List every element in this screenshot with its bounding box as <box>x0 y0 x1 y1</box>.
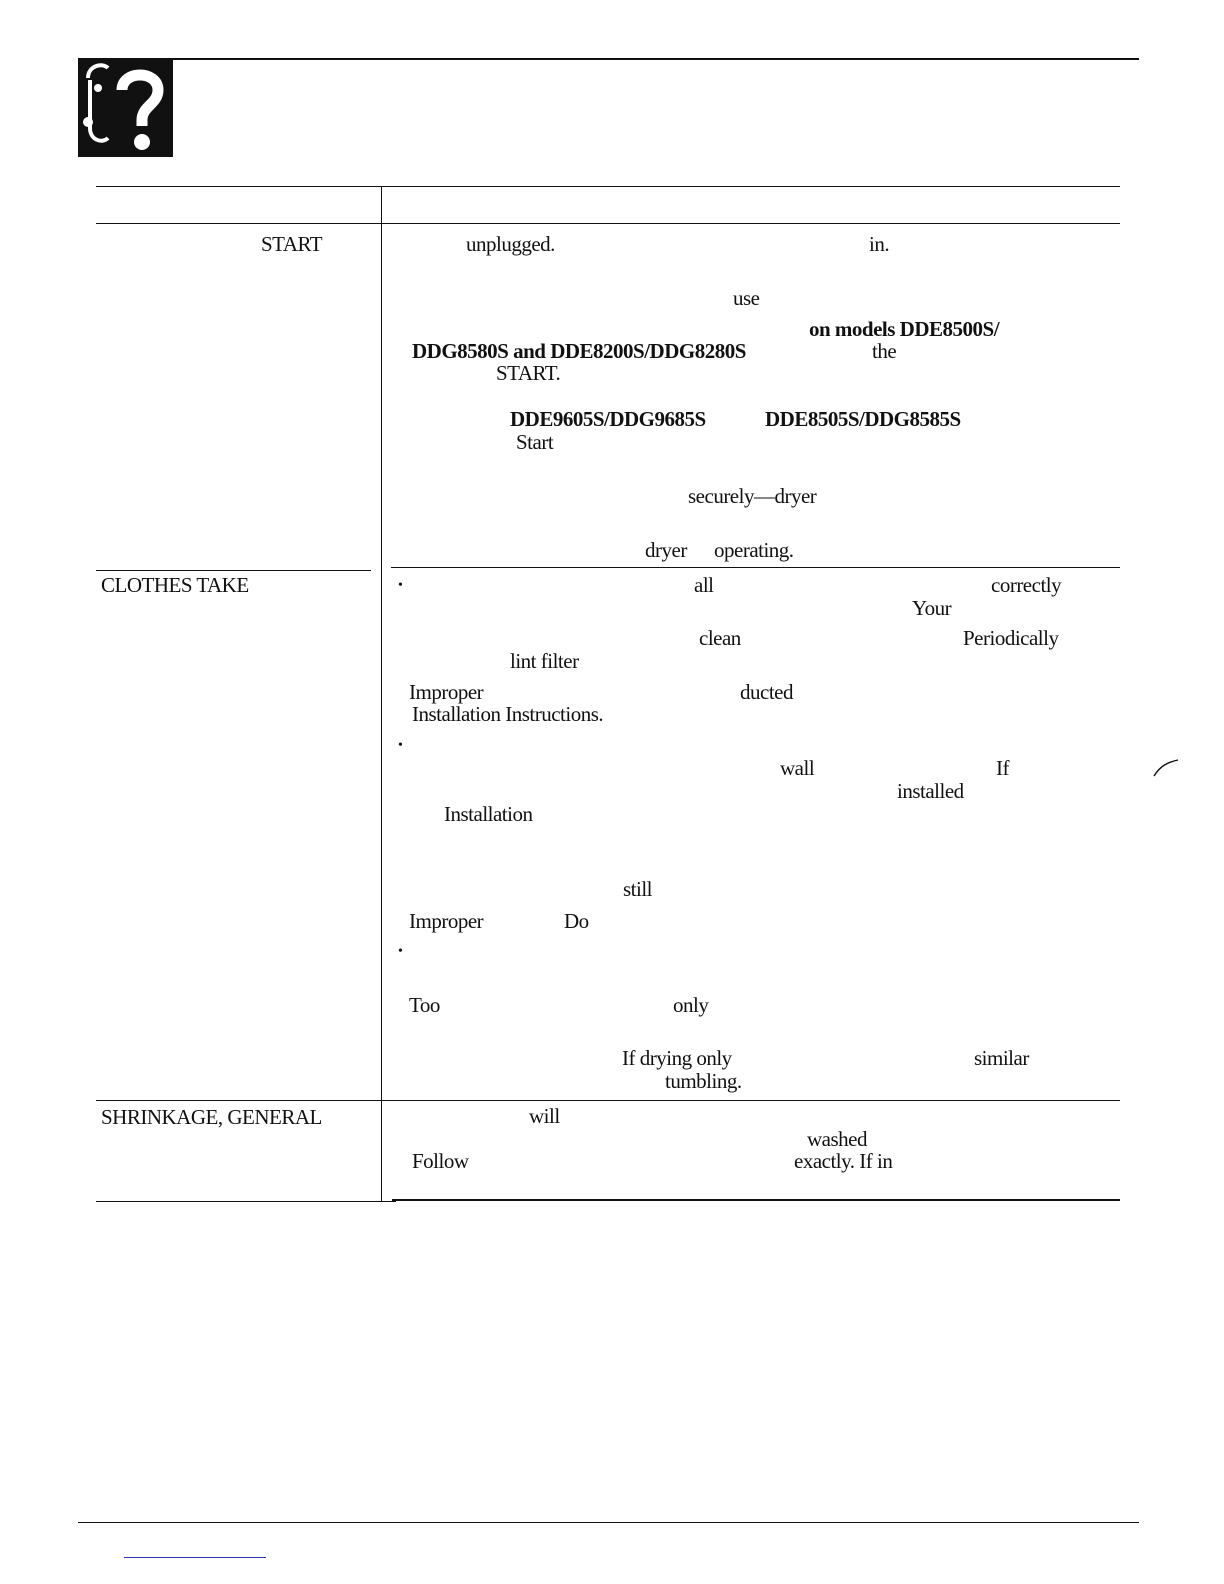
solution-fragment: operating. <box>714 538 794 562</box>
margin-mark-icon <box>1152 758 1180 783</box>
model-numbers: on models DDE8500S/ <box>809 317 1000 341</box>
problem-clothes-take: CLOTHES TAKE <box>101 573 249 597</box>
solution-fragment: Start <box>516 430 554 454</box>
solution-fragment: exactly. If in <box>794 1149 893 1173</box>
solution-fragment: Your <box>912 596 952 620</box>
solution-fragment: Do <box>564 909 589 933</box>
solution-fragment: tumbling. <box>665 1069 742 1093</box>
table-bottom-rule-left <box>96 1201 396 1202</box>
bullet: • <box>398 738 403 753</box>
solution-fragment: If drying only <box>622 1046 732 1070</box>
solution-fragment: wall <box>780 756 815 780</box>
solution-fragment: dryer <box>645 538 687 562</box>
table-header-top-rule <box>96 186 1120 187</box>
solution-fragment: correctly <box>991 573 1062 597</box>
solution-fragment: still <box>623 877 653 901</box>
solution-fragment: use <box>733 286 760 310</box>
solution-fragment: in. <box>869 232 890 256</box>
solution-fragment: the <box>872 339 897 363</box>
solution-fragment: all <box>694 573 714 597</box>
problem-start: START <box>261 232 323 256</box>
solution-fragment: unplugged. <box>466 232 555 256</box>
solution-fragment: Follow <box>412 1149 469 1173</box>
solution-fragment: washed <box>807 1127 867 1151</box>
solution-fragment: START. <box>496 361 561 385</box>
model-numbers: DDE9605S/DDG9685S <box>510 407 706 431</box>
solution-fragment: ducted <box>740 680 793 704</box>
solution-fragment: Installation <box>444 802 533 826</box>
solution-fragment: clean <box>699 626 741 650</box>
row-divider-left-1 <box>96 570 371 571</box>
row-divider-right-1 <box>391 567 1120 568</box>
model-numbers: DDG8580S and DDE8200S/DDG8280S <box>412 339 746 363</box>
solution-fragment: Periodically <box>963 626 1059 650</box>
solution-fragment: Installation Instructions. <box>412 702 604 726</box>
row-divider-2 <box>96 1100 1120 1101</box>
solution-fragment: securely—dryer <box>688 484 817 508</box>
model-numbers: DDE8505S/DDG8585S <box>765 407 961 431</box>
top-rule <box>78 58 1139 60</box>
footer-rule <box>78 1522 1139 1523</box>
solution-fragment: will <box>529 1104 560 1128</box>
help-question-icon <box>78 60 173 157</box>
column-divider <box>381 186 382 1202</box>
bullet: • <box>398 944 403 959</box>
solution-fragment: Improper <box>409 680 484 704</box>
solution-fragment: installed <box>897 779 964 803</box>
bullet: • <box>398 578 403 593</box>
table-bottom-rule-right <box>392 1199 1120 1201</box>
solution-fragment: similar <box>974 1046 1029 1070</box>
solution-fragment: Improper <box>409 909 484 933</box>
solution-fragment: lint filter <box>510 649 579 673</box>
footer-link-underline <box>124 1557 266 1558</box>
table-header-bottom-rule <box>96 223 1120 224</box>
solution-fragment: Too <box>409 993 440 1017</box>
solution-fragment: If <box>996 756 1009 780</box>
problem-shrinkage: SHRINKAGE, GENERAL <box>101 1105 322 1129</box>
solution-fragment: only <box>673 993 709 1017</box>
